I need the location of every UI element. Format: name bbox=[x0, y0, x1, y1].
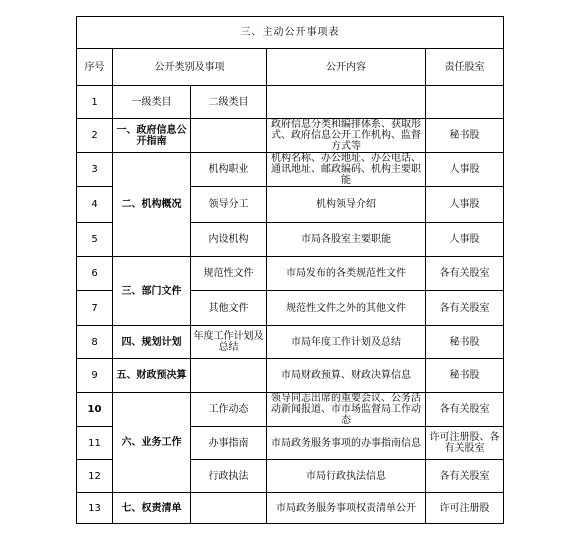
row-cat1: 六、业务工作 bbox=[113, 393, 191, 493]
row-dept: 各有关股室 bbox=[426, 460, 504, 493]
table-row bbox=[77, 257, 504, 291]
header-category: 公开类别及事项 bbox=[113, 49, 267, 86]
row-content: 市局发布的各类规范性文件 bbox=[267, 257, 426, 291]
table-row bbox=[77, 393, 504, 427]
header-no: 序号 bbox=[77, 49, 113, 86]
row-content: 市局年度工作计划及总结 bbox=[267, 326, 426, 359]
row-no: 12 bbox=[77, 460, 113, 493]
row-cat2: 行政执法 bbox=[191, 460, 267, 493]
row-dept: 人事股 bbox=[426, 187, 504, 223]
row-content: 机构领导介绍 bbox=[267, 187, 426, 223]
row-content: 市局政务服务事项权责清单公开 bbox=[267, 493, 426, 524]
disclosure-table bbox=[76, 16, 504, 524]
row-dept: 秘书股 bbox=[426, 119, 504, 153]
header-dept: 责任股室 bbox=[426, 49, 504, 86]
table-row bbox=[77, 119, 504, 153]
row-cat1: 三、部门文件 bbox=[113, 257, 191, 326]
row-no: 11 bbox=[77, 427, 113, 460]
row-dept bbox=[426, 86, 504, 119]
row-dept: 各有关股室 bbox=[426, 257, 504, 291]
row-cat2: 二级类目 bbox=[191, 86, 267, 119]
row-cat2: 机构职业 bbox=[191, 153, 267, 187]
row-cat1: 二、机构概况 bbox=[113, 153, 191, 257]
row-content: 领导同志出席的重要会议、公务活动新闻报道、市市场监督局工作动态 bbox=[267, 393, 426, 427]
row-cat2: 规范性文件 bbox=[191, 257, 267, 291]
row-content: 机构名称、办公地址、办公电话、通讯地址、邮政编码、机构主要职能 bbox=[267, 153, 426, 187]
table-row bbox=[77, 359, 504, 393]
row-content: 市局政务服务事项的办事指南信息 bbox=[267, 427, 426, 460]
row-cat2: 其他文件 bbox=[191, 291, 267, 326]
row-no: 9 bbox=[77, 359, 113, 393]
row-cat1: 一、政府信息公开指南 bbox=[113, 119, 191, 153]
row-no: 4 bbox=[77, 187, 113, 223]
row-no: 6 bbox=[77, 257, 113, 291]
row-cat2: 内设机构 bbox=[191, 223, 267, 257]
row-content: 政府信息分类和编排体系、获取形式、政府信息公开工作机构、监督方式等 bbox=[267, 119, 426, 153]
row-no: 5 bbox=[77, 223, 113, 257]
row-cat2: 领导分工 bbox=[191, 187, 267, 223]
table-row bbox=[77, 153, 504, 187]
row-no: 7 bbox=[77, 291, 113, 326]
row-cat1: 五、财政预决算 bbox=[113, 359, 191, 393]
row-dept: 各有关股室 bbox=[426, 291, 504, 326]
row-no: 13 bbox=[77, 493, 113, 524]
row-no: 8 bbox=[77, 326, 113, 359]
row-dept: 各有关股室 bbox=[426, 393, 504, 427]
row-no: 3 bbox=[77, 153, 113, 187]
row-dept: 许可注册股、各有关股室 bbox=[426, 427, 504, 460]
row-no: 1 bbox=[77, 86, 113, 119]
row-dept: 秘书股 bbox=[426, 326, 504, 359]
table-row bbox=[77, 326, 504, 359]
row-cat2 bbox=[191, 359, 267, 393]
row-cat2 bbox=[191, 493, 267, 524]
row-cat1: 一级类目 bbox=[113, 86, 191, 119]
row-cat2: 年度工作计划及总结 bbox=[191, 326, 267, 359]
row-cat2: 办事指南 bbox=[191, 427, 267, 460]
row-cat2: 工作动态 bbox=[191, 393, 267, 427]
row-dept: 秘书股 bbox=[426, 359, 504, 393]
row-content: 市局行政执法信息 bbox=[267, 460, 426, 493]
header-row bbox=[77, 49, 504, 86]
row-no: 2 bbox=[77, 119, 113, 153]
row-cat1: 四、规划计划 bbox=[113, 326, 191, 359]
row-content: 市局各股室主要职能 bbox=[267, 223, 426, 257]
row-dept: 人事股 bbox=[426, 153, 504, 187]
row-content: 规范性文件之外的其他文件 bbox=[267, 291, 426, 326]
header-content: 公开内容 bbox=[267, 49, 426, 86]
row-cat1: 七、权责清单 bbox=[113, 493, 191, 524]
table-title: 三、主动公开事项表 bbox=[77, 17, 504, 49]
row-content: 市局财政预算、财政决算信息 bbox=[267, 359, 426, 393]
table-row bbox=[77, 86, 504, 119]
row-no: 10 bbox=[77, 393, 113, 427]
table-row bbox=[77, 493, 504, 524]
row-content bbox=[267, 86, 426, 119]
row-dept: 许可注册股 bbox=[426, 493, 504, 524]
row-cat2 bbox=[191, 119, 267, 153]
row-dept: 人事股 bbox=[426, 223, 504, 257]
